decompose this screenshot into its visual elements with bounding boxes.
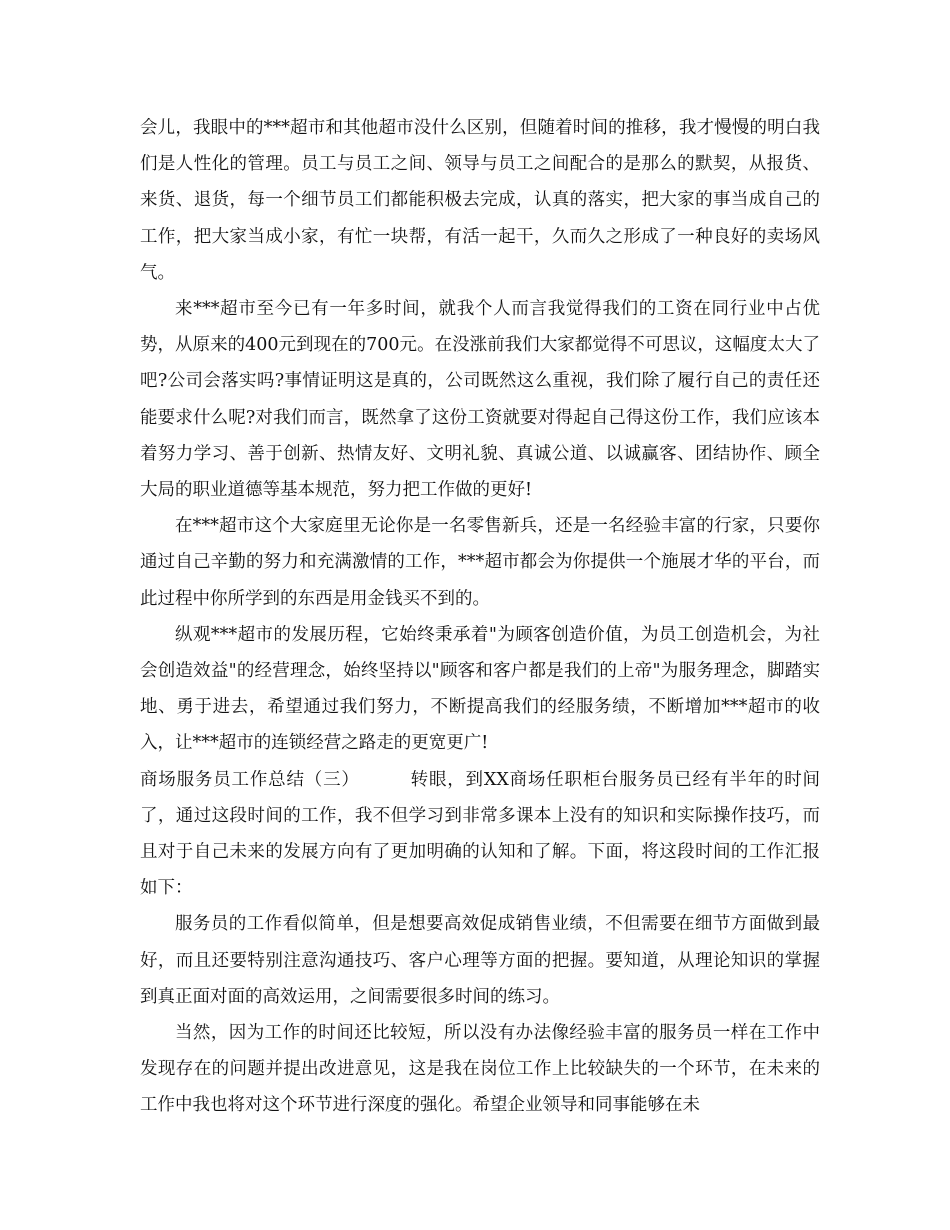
paragraph-2: 来***超市至今已有一年多时间，就我个人而言我觉得我们的工资在同行业中占优势，从原来的400元到现在的700元。在没涨前我们大家都觉得不可思议，这幅度太大了吧?公司会落实吗?事情证明这是真的，公司既然这么重视，我们除了履行自己的责任还能要求什么呢?对我们而言，既然拿了这份工资就要对得起自己得这份工作，我们应该本着努力学习、善于创新、热情友好、文明礼貌、真诚公道、以诚赢客、团结协作、顾全大局的职业道德等基本规范，努力把工作做的更好!: [140, 299, 820, 501]
paragraph-3: 在***超市这个大家庭里无论你是一名零售新兵，还是一名经验丰富的行家，只要你通过自己辛勤的努力和充满激情的工作，***超市都会为你提供一个施展才华的平台，而此过程中你所学到的东西是用金钱买不到的。: [140, 516, 820, 609]
paragraph-1: 会儿，我眼中的***超市和其他超市没什么区别，但随着时间的推移，我才慢慢的明白我们是人性化的管理。员工与员工之间、领导与员工之间配合的是那么的默契，从报货、来货、退货，每一个细节员工们都能积极去完成，认真的落实，把大家的事当成自己的工作，把大家当成小家，有忙一块帮，有活一起干，久而久之形成了一种良好的卖场风气。: [140, 118, 820, 283]
document-page: [140, 110, 820, 1124]
section-title-paragraph: 商场服务员工作总结（三） 转眼，到XX商场任职柜台服务员已经有半年的时间了，通过这段时间的工作，我不但学习到非常多课本上没有的知识和实际操作技巧，而且对于自己未来的发展方向有了更加明确的认知和了解。下面，将这段时间的工作汇报如下：: [140, 769, 820, 899]
paragraph-7: 当然，因为工作的时间还比较短，所以没有办法像经验丰富的服务员一样在工作中发现存在的问题并提出改进意见，这是我在岗位工作上比较缺失的一个环节，在未来的工作中我也将对这个环节进行深度的强化。希望企业领导和同事能够在未: [140, 1023, 820, 1116]
paragraph-6: 服务员的工作看似简单，但是想要高效促成销售业绩，不但需要在细节方面做到最好，而且还要特别注意沟通技巧、客户心理等方面的把握。要知道，从理论知识的掌握到真正面对面的高效运用，之间需要很多时间的练习。: [140, 914, 820, 1007]
paragraph-4: 纵观***超市的发展历程，它始终秉承着"为顾客创造价值，为员工创造机会，为社会创造效益"的经营理念，始终坚持以"顾客和客户都是我们的上帝"为服务理念，脚踏实地、勇于进去，希望通过我们努力，不断提高我们的经服务绩，不断增加***超市的收入，让***超市的连锁经营之路走的更宽更广!: [140, 624, 820, 754]
